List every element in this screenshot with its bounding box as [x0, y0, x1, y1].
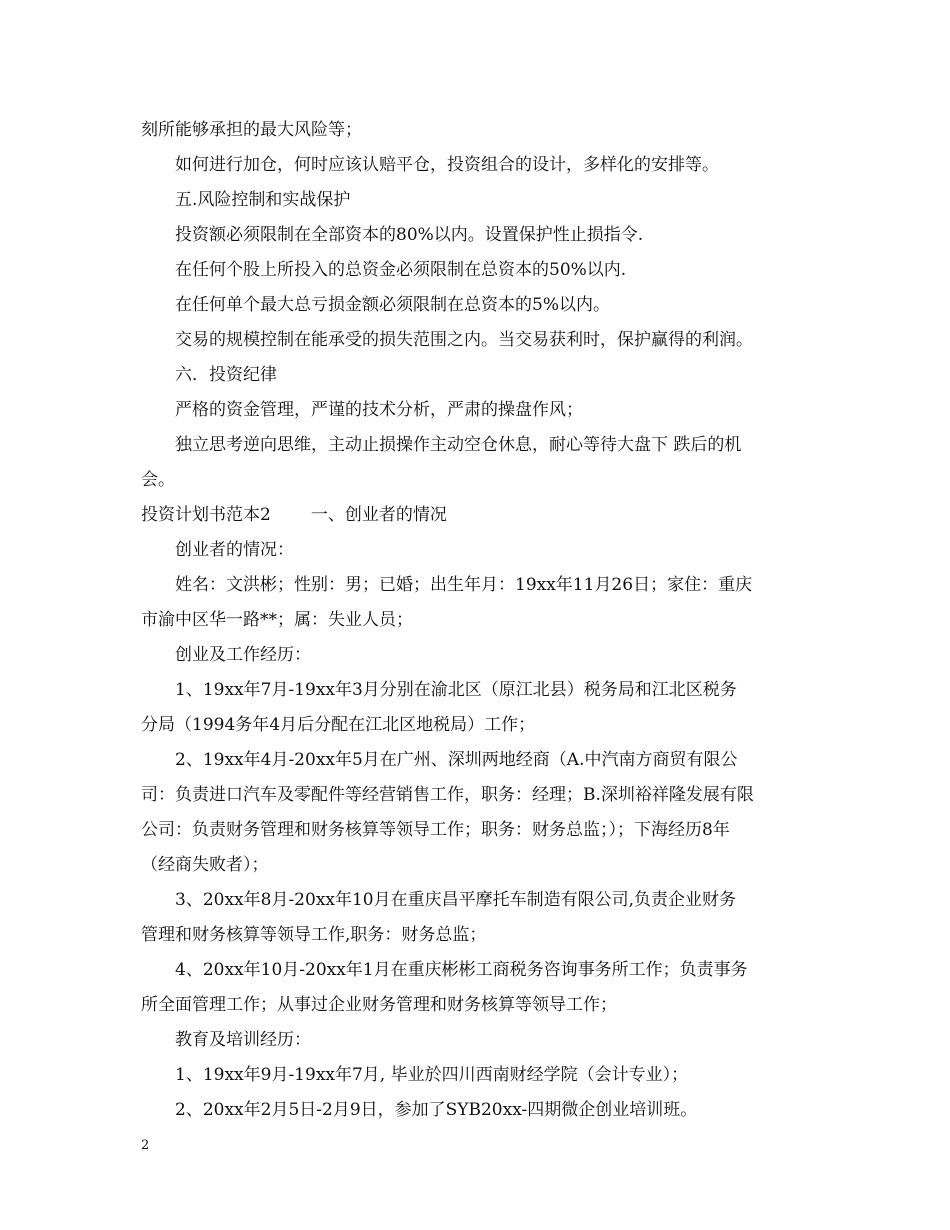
text-line: 在任何单个最大总亏损金额必须限制在总资本的5%以内。	[175, 295, 610, 315]
page-number: 2	[141, 1138, 150, 1153]
text-line: 会。	[141, 470, 175, 490]
body-text	[141, 113, 811, 1128]
text-line: 2、20xx年2月5日-2月9日，参加了SYB20xx-四期微企创业培训班。	[175, 1100, 698, 1120]
text-line: 投资额必须限制在全部资本的80%以内。设置保护性止损指令.	[175, 225, 644, 245]
text-line: 管理和财务核算等领导工作,职务：财务总监；	[141, 925, 487, 945]
text-line: 3、20xx年8月-20xx年10月在重庆昌平摩托车制造有限公司,负责企业财务	[175, 890, 737, 910]
text-line: 如何进行加仓，何时应该认赔平仓，投资组合的设计，多样化的安排等。	[175, 155, 719, 175]
section-heading: 五.风险控制和实战保护	[175, 190, 351, 210]
text-line: 4、20xx年10月-20xx年1月在重庆彬彬工商税务咨询事务所工作；负责事务	[175, 960, 748, 980]
text-line: 市渝中区华一路**；属：失业人员；	[141, 610, 413, 630]
text-line: 教育及培训经历：	[175, 1030, 311, 1050]
text-line: 1、19xx年9月-19xx年7月, 毕业於四川西南财经学院（会计专业）；	[175, 1065, 689, 1085]
text-line: 在任何个股上所投入的总资金必须限制在总资本的50%以内.	[175, 260, 627, 280]
title-line	[141, 498, 811, 533]
text-line: 严格的资金管理，严谨的技术分析，严肃的操盘作风；	[175, 400, 583, 420]
text-line: 独立思考逆向思维，主动止损操作主动空仓休息，耐心等待大盘下 跌后的机	[175, 435, 742, 455]
text-line: 2、19xx年4月-20xx年5月在广州、深圳两地经商（A.中汽南方商贸有限公	[175, 750, 738, 770]
text-line: 创业及工作经历：	[175, 645, 311, 665]
text-line: 所全面管理工作；从事过企业财务管理和财务核算等领导工作；	[141, 995, 617, 1015]
section-heading: 六．投资纪律	[175, 365, 277, 385]
text-line: 分局（1994务年4月后分配在江北区地税局）工作；	[141, 715, 536, 735]
text-line: 公司：负责财务管理和财务核算等领导工作；职务：财务总监；）；下海经历8年	[141, 820, 730, 840]
text-line: 创业者的情况：	[175, 540, 294, 560]
section-heading: 一、创业者的情况	[310, 505, 447, 525]
text-line: 刻所能够承担的最大风险等；	[141, 120, 362, 140]
text-line: 司：负责进口汽车及零配件等经营销售工作，职务：经理；B.深圳裕祥隆发展有限	[141, 785, 754, 805]
text-line: （经商失败者）；	[141, 855, 269, 875]
text-line: 1、19xx年7月-19xx年3月分别在渝北区（原江北县）税务局和江北区税务	[175, 680, 737, 700]
text-line: 交易的规模控制在能承受的损失范围之内。当交易获利时，保护赢得的利润。	[175, 330, 753, 350]
template-title: 投资计划书范本2	[141, 505, 271, 525]
text-line: 姓名：文洪彬；性别：男；已婚；出生年月：19xx年11月26日；家住：重庆	[175, 575, 753, 595]
